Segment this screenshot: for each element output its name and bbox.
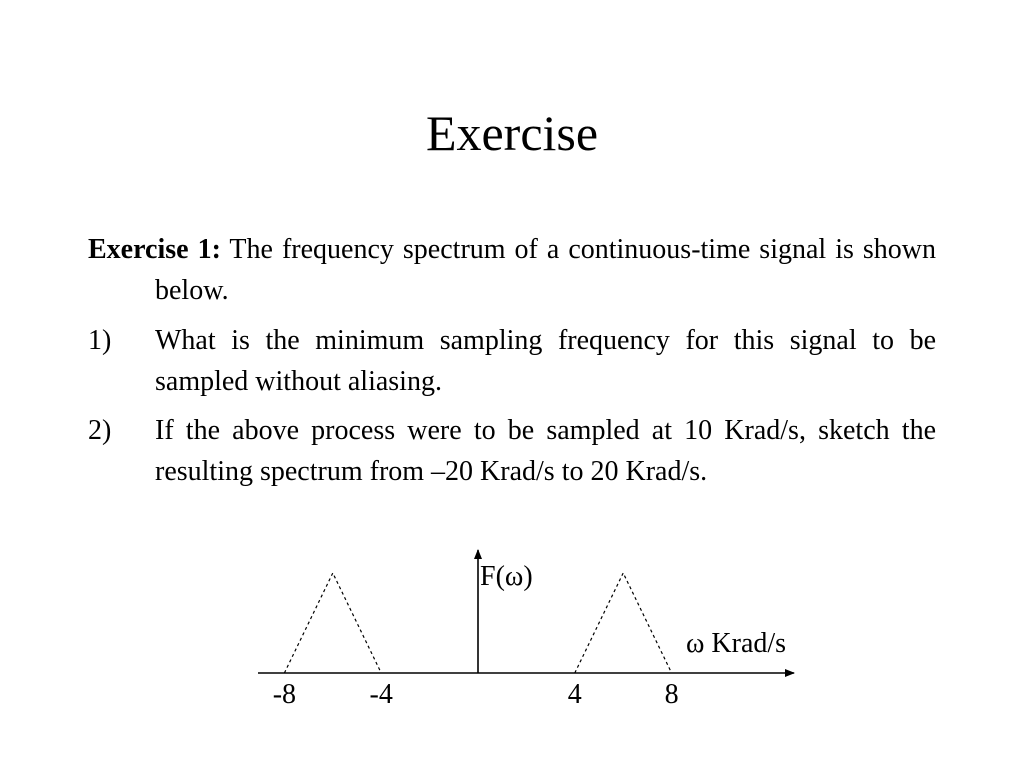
question-1-number: 1) [88, 325, 112, 356]
exercise-heading: Exercise 1: [88, 234, 221, 265]
tick-label: 8 [664, 679, 679, 710]
tick-labels [273, 679, 679, 710]
tick-label: -4 [369, 679, 393, 710]
question-2-text: If the above process were to be sampled at 10 Krad/s, sketch the resulting spectrum from –20 Krad/s to 20 Krad/s. [155, 415, 936, 487]
question-2-number: 2) [88, 415, 112, 446]
exercise-intro-text: The frequency spectrum of a continuous-time signal is shown below. [155, 234, 937, 306]
spectrum-triangle-1 [284, 573, 381, 673]
question-2 [88, 410, 936, 492]
slide-title: Exercise [425, 105, 599, 161]
x-axis-label: ω Krad/s [686, 628, 787, 659]
spectrum-triangles [284, 573, 671, 673]
question-1-text: What is the minimum sampling frequency for this signal to be sampled without aliasing. [155, 325, 936, 397]
spectrum-triangle-2 [575, 573, 672, 673]
y-axis-label: F(ω) [480, 561, 533, 592]
tick-label: 4 [567, 679, 582, 710]
exercise-intro [88, 229, 936, 311]
tick-label: -8 [272, 679, 297, 710]
question-1 [88, 320, 936, 402]
